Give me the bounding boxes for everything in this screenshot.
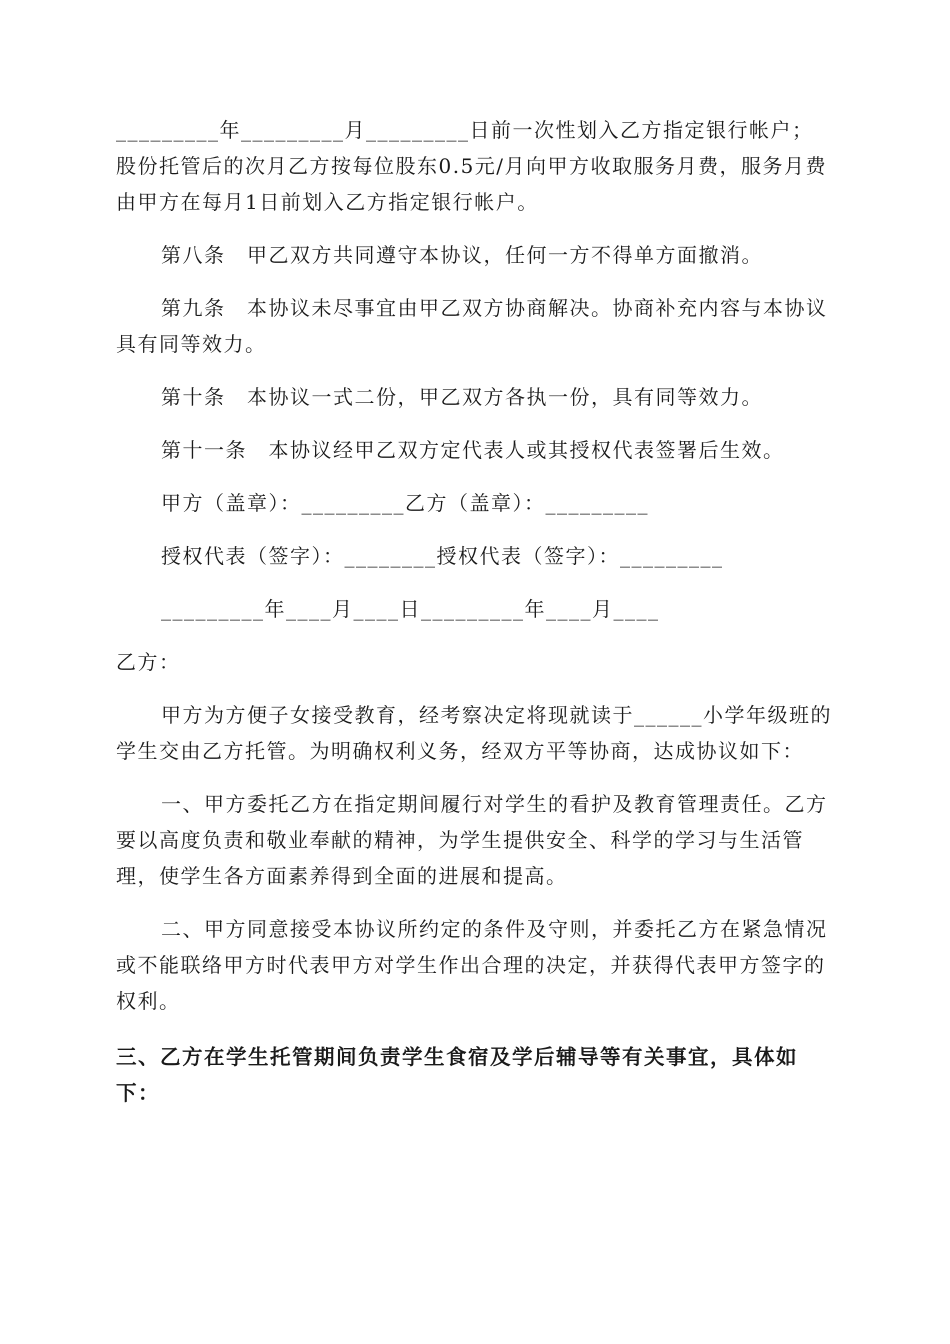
signature-representative-line: 授权代表（签字）：________授权代表（签字）：_________	[161, 544, 724, 568]
signature-seal-line: 甲方（盖章）：_________乙方（盖章）：_________	[161, 491, 649, 515]
article-11-paragraph: 第十一条 本协议经甲乙双方定代表人或其授权代表签署后生效。	[161, 438, 785, 462]
article-10-paragraph: 第十条 本协议一式二份，甲乙双方各执一份，具有同等效力。	[161, 385, 763, 409]
party-b-label: 乙方：	[116, 650, 181, 674]
document-page	[116, 112, 834, 1111]
signature-date-line: _________年____月____日_________年____月____	[161, 597, 660, 621]
item-3-heading: 三、乙方在学生托管期间负责学生食宿及学后辅导等有关事宜，具体如下：	[116, 1045, 798, 1105]
item-1-paragraph: 一、甲方委托乙方在指定期间履行对学生的看护及教育管理责任。乙方要以高度负责和敬业奉献的精神，为学生提供安全、科学的学习与生活管理，使学生各方面素养得到全面的进展和提高。	[116, 792, 828, 888]
article-9-paragraph: 第九条 本协议未尽事宜由甲乙双方协商解决。协商补充内容与本协议具有同等效力。	[116, 296, 828, 356]
payment-clause-paragraph: _________年_________月_________日前一次性划入乙方指定银行帐户；股份托管后的次月乙方按每位股东0.5元/月向甲方收取服务月费，服务月费由甲方在每月1日前划入乙方指定银行帐户。	[116, 118, 828, 214]
intro-paragraph: 甲方为方便子女接受教育，经考察决定将现就读于______小学年级班的学生交由乙方托管。为明确权利义务，经双方平等协商，达成协议如下：	[116, 703, 832, 763]
item-2-paragraph: 二、甲方同意接受本协议所约定的条件及守则，并委托乙方在紧急情况或不能联络甲方时代表甲方对学生作出合理的决定，并获得代表甲方签字的权利。	[116, 917, 828, 1013]
article-8-paragraph: 第八条 甲乙双方共同遵守本协议，任何一方不得单方面撤消。	[161, 243, 763, 267]
